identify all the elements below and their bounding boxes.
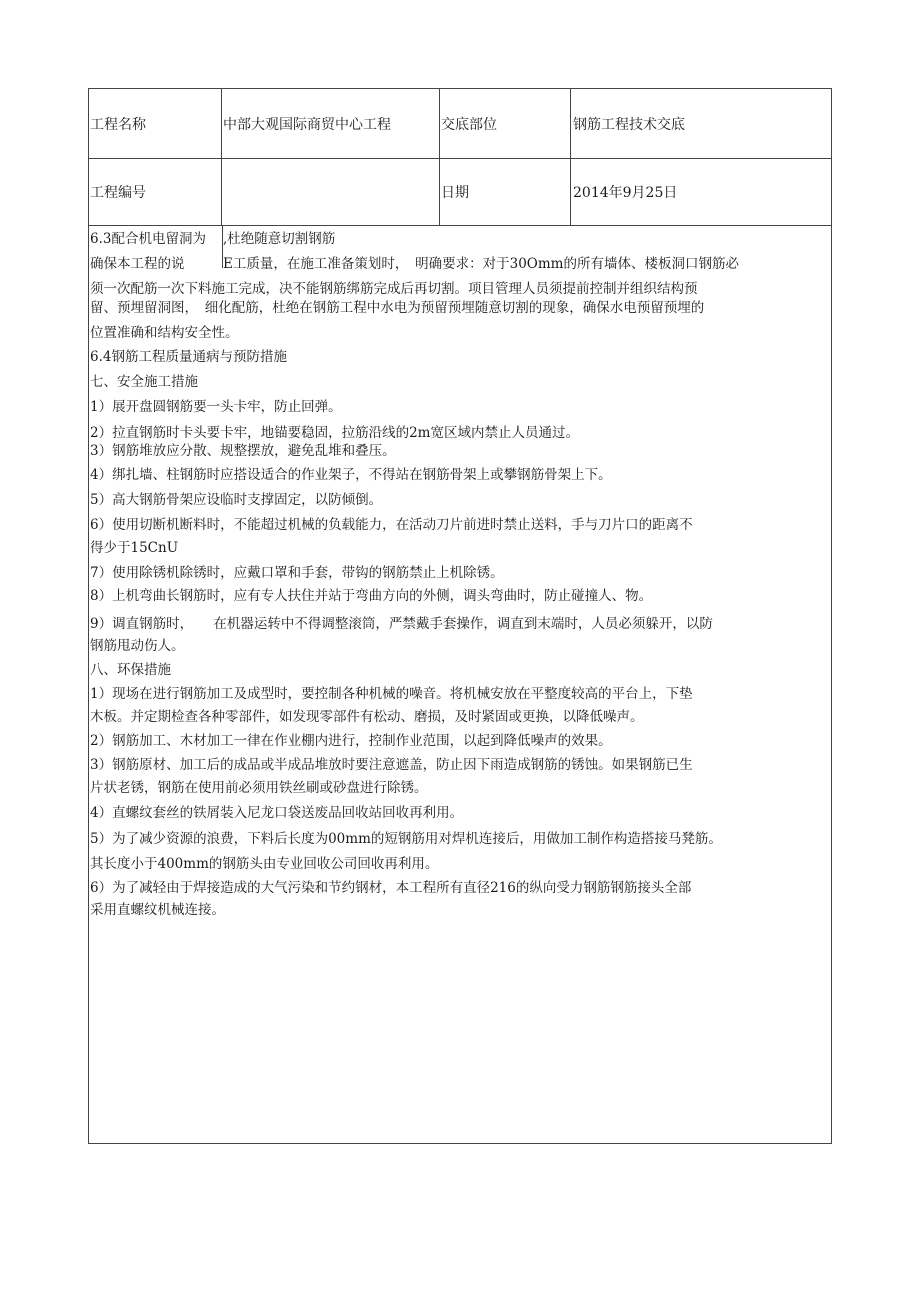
content-line: 9）调直钢筋时， 在机器运转中不得调整滚筒，严禁戴手套操作，调直到末端时，人员必须躲开，以防 [90, 616, 713, 632]
content-body [89, 89, 831, 1143]
content-line: 确保本工程的说 [90, 256, 185, 272]
content-line: 1）展开盘圆钢筋要一头卡牢，防止回弹。 [90, 399, 342, 415]
content-line: 位置准确和结构安全性。 [90, 325, 239, 341]
content-line: 片状老锈，钢筋在使用前必须用铁丝刷或砂盘进行除锈。 [90, 780, 428, 796]
content-line: 3）钢筋原材、加工后的成品或半成品堆放时要注意遮盖，防止因下雨造成钢筋的锈蚀。如果钢筋已生 [90, 757, 693, 773]
project-name-label: 工程名称 [89, 89, 222, 158]
content-line: E工质量，在施工准备策划时， 明确要求：对于30Omm的所有墙体、楼板洞口钢筋必 [223, 256, 739, 272]
content-line: 6.4钢筋工程质量通病与预防措施 [90, 349, 287, 365]
project-no-label: 工程编号 [89, 158, 222, 225]
content-line: 钢筋甩动伤人。 [90, 638, 185, 654]
content-line: 木板。并定期检查各种零部件，如发现零部件有松动、磨损，及时紧固或更换，以降低噪声。 [90, 709, 644, 725]
content-line: 4）绑扎墙、柱钢筋时应搭设适合的作业架子，不得站在钢筋骨架上或攀钢筋骨架上下。 [90, 467, 612, 483]
content-line: 7）使用除锈机除锈时，应戴口罩和手套，带钩的钢筋禁止上机除锈。 [90, 565, 504, 581]
disclosure-value: 钢筋工程技术交底 [573, 116, 685, 133]
content-line: 留、预埋留洞图， 细化配筋，杜绝在钢筋工程中水电为预留预埋随意切割的现象，确保水电预留预埋的 [90, 300, 705, 316]
content-line: 采用直螺纹机械连接。 [90, 902, 225, 918]
project-name-value: 中部大观国际商贸中心工程 [222, 89, 440, 158]
disclosure-form [88, 88, 832, 1144]
content-line: 8）上机弯曲长钢筋时，应有专人扶住并站于弯曲方向的外侧，调头弯曲时，防止碰撞人、物。 [90, 588, 653, 604]
date-label: 日期 [440, 158, 571, 225]
content-line: 须一次配筋一次下料施工完成，决不能钢筋绑筋完成后再切割。项目管理人员须提前控制并组织结构预 [90, 281, 698, 297]
content-line: 1）现场在进行钢筋加工及成型时，要控制各种机械的噪音。将机械安放在平整度较高的平台上，下垫 [90, 686, 693, 702]
content-line: ,杜绝随意切割钢筋 [223, 231, 336, 247]
date-value: 2014年9月25日 [573, 184, 678, 201]
content-line: 4）直螺纹套丝的铁屑装入尼龙口袋送废品回收站回收再利用。 [90, 805, 464, 821]
content-line: 5）为了减少资源的浪费，下料后长度为00mm的短钢筋用对焊机连接后，用做加工制作构造搭接马凳筋。 [90, 831, 722, 847]
content-line: 七、安全施工措施 [90, 374, 198, 390]
content-line: 6）为了减轻由于焊接造成的大气污染和节约钢材，本工程所有直径216的纵向受力钢筋钢筋接头全部 [90, 880, 692, 896]
content-line: 5）高大钢筋骨架应设临时支撑固定，以防倾倒。 [90, 492, 383, 508]
content-line: 八、环保措施 [90, 662, 171, 678]
content-line: 6）使用切断机断料时，不能超过机械的负载能力，在活动刀片前进时禁止送料，手与刀片口的距离不 [90, 517, 693, 533]
content-line: 3）钢筋堆放应分散、规整摆放，避免乱堆和叠压。 [90, 443, 396, 459]
content-line: 2）拉直钢筋时卡头要卡牢，地锚要稳固，拉筋沿线的2m宽区域内禁止人员通过。 [90, 425, 579, 441]
disclosure-label: 交底部位 [440, 89, 571, 158]
content-line: 得少于15CnU [90, 540, 179, 556]
content-line: 其长度小于400mm的钢筋头由专业回收公司回收再利用。 [90, 856, 439, 872]
content-line: 2）钢筋加工、木材加工一律在作业棚内进行，控制作业范围，以起到降低噪声的效果。 [90, 733, 612, 749]
content-line: 6.3配合机电留洞为 [90, 231, 206, 247]
